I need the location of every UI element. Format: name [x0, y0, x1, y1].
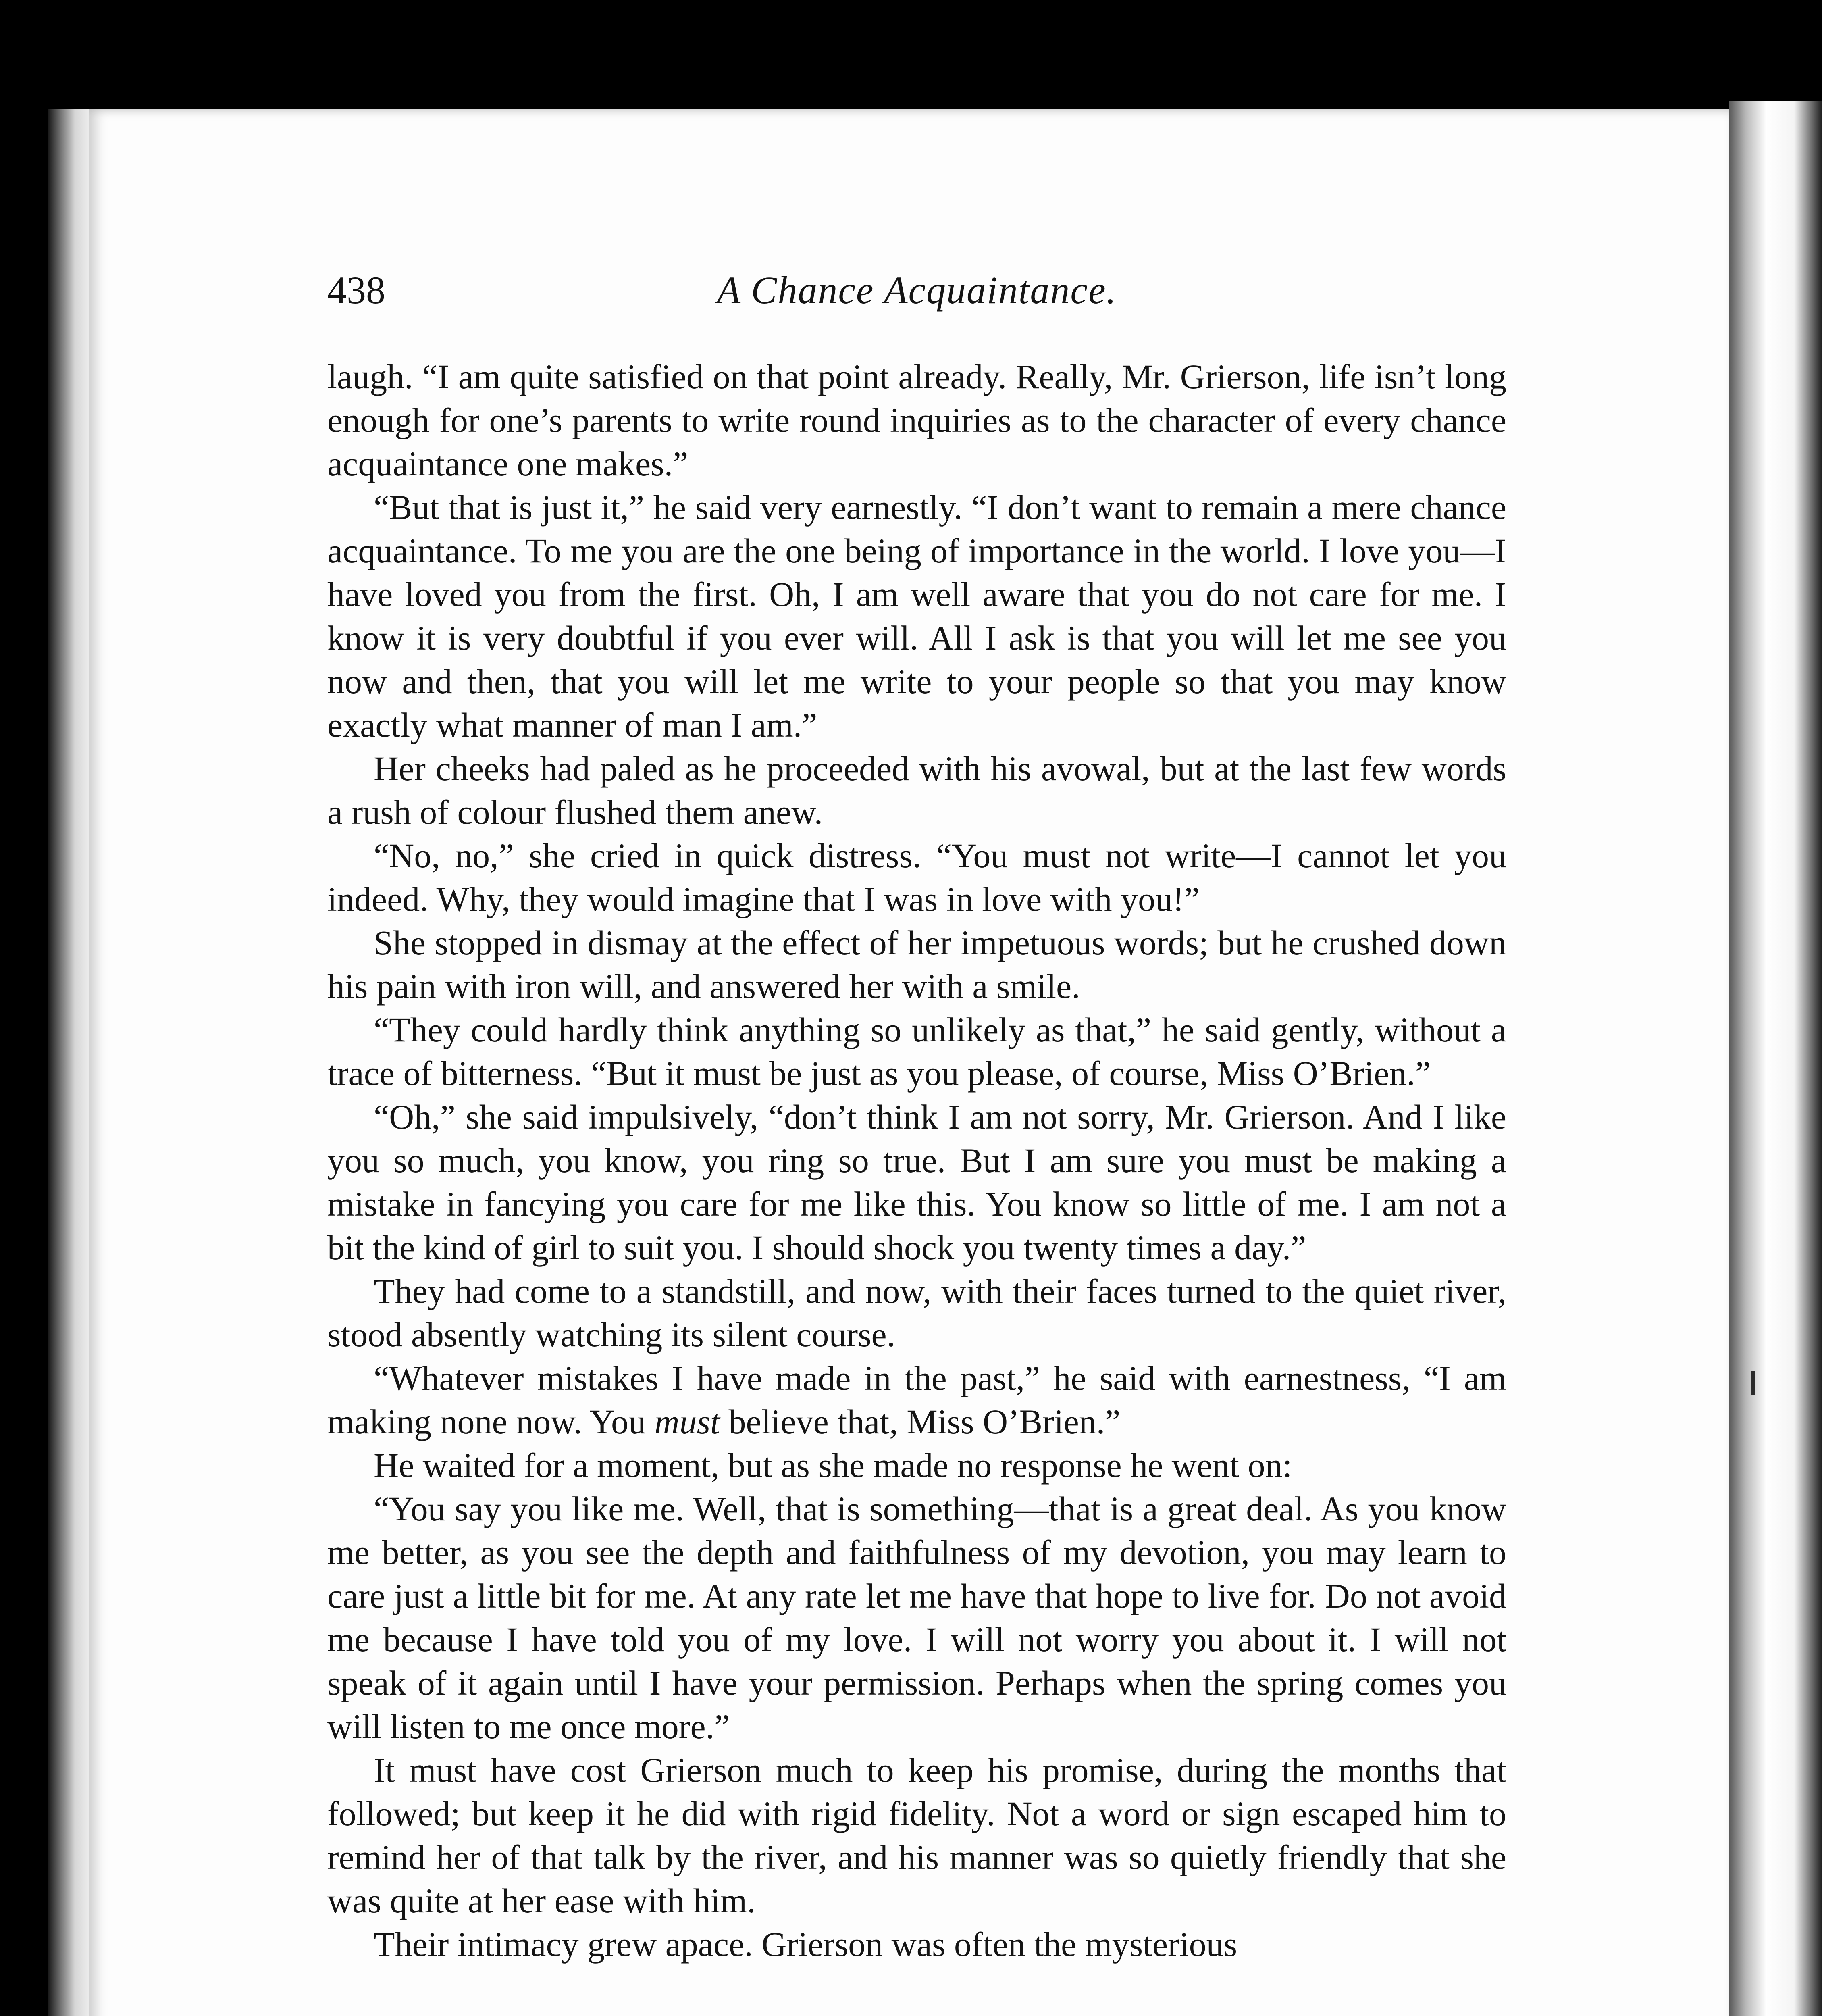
- page-edge: [1729, 101, 1822, 2016]
- paragraph: “But that is just it,” he said very earnestly. “I don’t want to remain a mere chance acquaintance. To me you are the one being of importance in the world. I love you—I have loved you from the first. Oh, I am well aware that you do not care for me. I know it is very doubtful if you ever will. All I ask is that you will let me see you now and then, that you will let me write to your people so that you may know exactly what manner of man I am.”: [327, 488, 1506, 744]
- running-title: A Chance Acquaintance.: [717, 269, 1117, 312]
- paragraph: [327, 1356, 1506, 1443]
- body-text: [327, 355, 1506, 1966]
- paragraph: They had come to a standstill, and now, with their faces turned to the quiet river, stood absently watching its silent course.: [327, 1272, 1506, 1354]
- book-binding: [48, 109, 93, 2016]
- paragraph: “Oh,” she said impulsively, “don’t think I am not sorry, Mr. Grierson. And I like you so much, you know, you ring so true. But I am sure you must be making a mistake in fancying you care for me like this. You know so little of me. I am not a bit the kind of girl to suit you. I should shock you twenty times a day.”: [327, 1098, 1506, 1267]
- paragraph: Their intimacy grew apace. Grierson was often the mysterious: [374, 1925, 1238, 1964]
- margin-mark: [1751, 1371, 1755, 1395]
- paragraph-text: believe that, Miss O’Brien.”: [720, 1402, 1121, 1441]
- paragraph: “They could hardly think anything so unlikely as that,” he said gently, without a trace of bitterness. “But it must be just as you please, of course, Miss O’Brien.”: [327, 1010, 1506, 1093]
- paragraph-text: “Whatever mistakes I have made in the past,” he said with earnestness, “I am making none now. You: [327, 1359, 1506, 1441]
- paragraph: laugh. “I am quite satisfied on that point already. Really, Mr. Grierson, life isn’t long enough for one’s parents to write round inquiries as to the character of every chance acquaintance one makes.”: [327, 357, 1506, 483]
- running-head: [327, 266, 1506, 314]
- paragraph: She stopped in dismay at the effect of her impetuous words; but he crushed down his pain with iron will, and answered her with a smile.: [327, 923, 1506, 1006]
- paragraph: Her cheeks had paled as he proceeded with his avowal, but at the last few words a rush of colour flushed them anew.: [327, 749, 1506, 831]
- paragraph: “No, no,” she cried in quick distress. “You must not write—I cannot let you indeed. Why, they would imagine that I was in love with you!”: [327, 836, 1506, 918]
- paragraph: He waited for a moment, but as she made no response he went on:: [374, 1446, 1292, 1485]
- paragraph: It must have cost Grierson much to keep his promise, during the months that followed; but keep it he did with rigid fidelity. Not a word or sign escaped him to remind her of that talk by the river, and his manner was so quietly friendly that she was quite at her ease with him.: [327, 1751, 1506, 1920]
- emphasis-text: must: [654, 1402, 720, 1441]
- paragraph: “You say you like me. Well, that is something—that is a great deal. As you know me better, as you see the depth and faithfulness of my devotion, you may learn to care just a little bit for me. At any rate let me have that hope to live for. Do not avoid me because I have told you of my love. I will not worry you about it. I will not speak of it again until I have your permission. Perhaps when the spring comes you will listen to me once more.”: [327, 1489, 1506, 1746]
- page-number: 438: [327, 269, 385, 312]
